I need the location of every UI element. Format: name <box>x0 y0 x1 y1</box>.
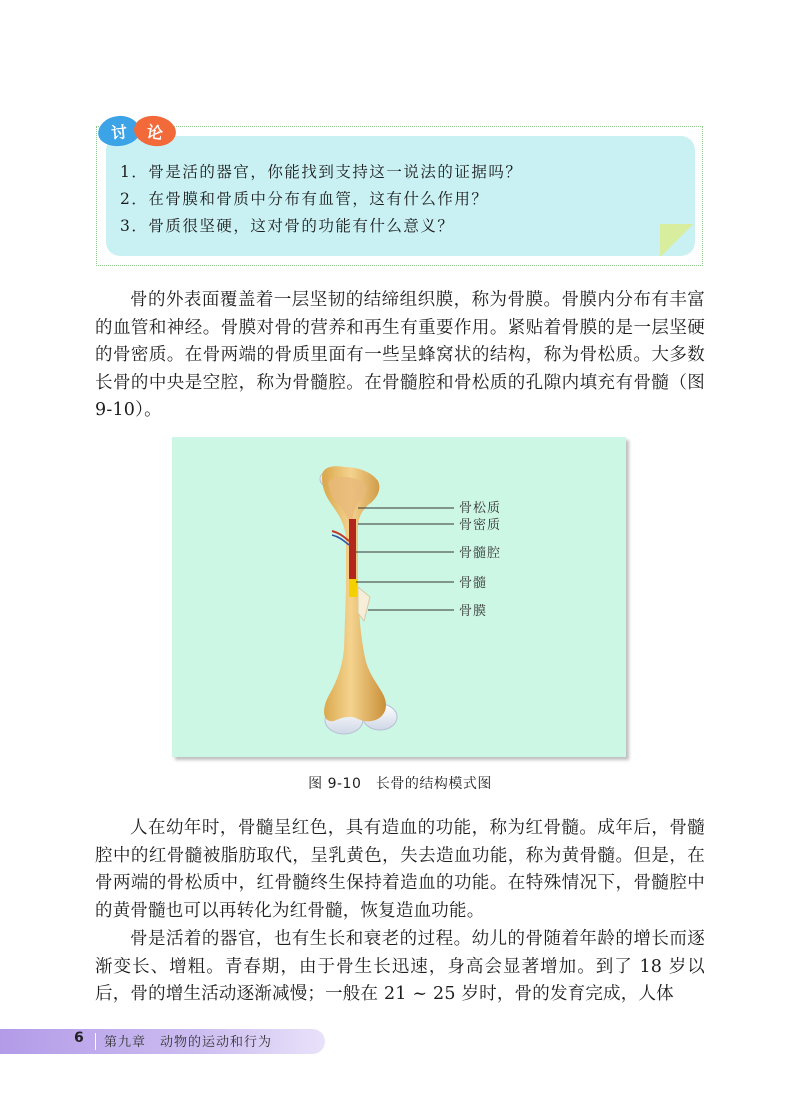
body-paragraph-1: 骨的外表面覆盖着一层坚韧的结缔组织膜，称为骨膜。骨膜内分布有丰富的血管和神经。骨膜对骨的营养和再生有重要作用。紧贴着骨膜的是一层坚硬的骨密质。在骨两端的骨质里面有一些呈蜂窝状的结构，称为骨松质。大多数长骨的中央是空腔，称为骨髓腔。在骨髓腔和骨松质的孔隙内填充有骨髓（图 9-10）。 <box>95 290 705 421</box>
yellow-marrow <box>349 579 357 597</box>
label-periosteum: 骨膜 <box>459 604 488 619</box>
discussion-question-2: 2．在骨膜和骨质中分布有血管，这有什么作用？ <box>120 190 489 208</box>
discussion-tag-2: 论 <box>132 113 178 149</box>
bone-illustration <box>172 437 626 757</box>
label-medullary-cavity: 骨髓腔 <box>459 546 502 561</box>
chapter-title: 第九章 动物的运动和行为 <box>104 1035 273 1050</box>
red-marrow-cavity <box>349 519 356 579</box>
label-spongy-bone: 骨松质 <box>459 501 502 516</box>
label-bone-marrow: 骨髓 <box>459 576 488 591</box>
discussion-question-3: 3．骨质很坚硬，这对骨的功能有什么意义？ <box>120 217 455 235</box>
body-paragraph-2: 人在幼年时，骨髓呈红色，具有造血的功能，称为红骨髓。成年后，骨髓腔中的红骨髓被脂肪取代，呈乳黄色，失去造血功能，称为黄骨髓。但是，在骨两端的骨松质中，红骨髓终生保持着造血的功能。在特殊情况下，骨髓腔中的黄骨髓也可以再转化为红骨髓，恢复造血功能。 <box>95 818 705 921</box>
periosteum-flap <box>358 587 370 621</box>
page-number: 6 <box>74 1030 84 1046</box>
discussion-tag-1: 讨 <box>97 114 142 148</box>
footer-separator <box>95 1033 96 1050</box>
discussion-question-1: 1．骨是活的器官，你能找到支持这一说法的证据吗？ <box>120 163 523 181</box>
body-paragraph-3: 骨是活着的器官，也有生长和衰老的过程。幼儿的骨随着年龄的增长而逐渐变长、增粗。青春期，由于骨生长迅速，身高会显著增加。到了 18 岁以后，骨的增生活动逐渐减慢；一般在 21 ~ 25 岁时，骨的发育完成，人体 <box>95 929 705 1005</box>
page-curl-corner <box>660 224 695 256</box>
figure-long-bone <box>172 437 626 757</box>
figure-caption: 图 9-10 长骨的结构模式图 <box>308 776 492 792</box>
label-compact-bone: 骨密质 <box>459 518 502 533</box>
